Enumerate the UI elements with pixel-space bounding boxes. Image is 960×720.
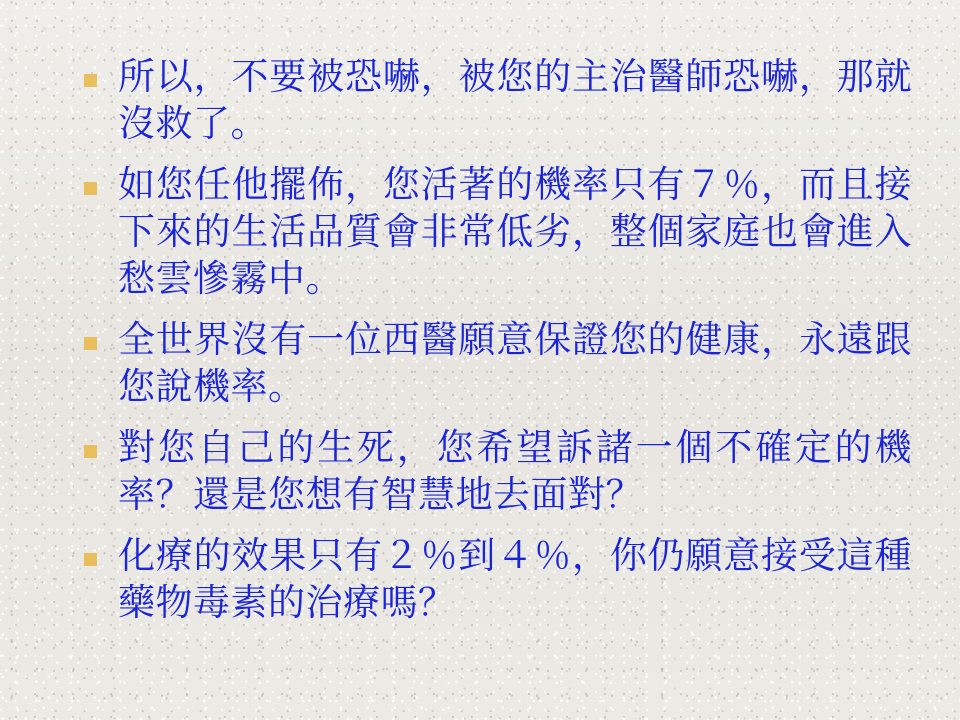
bullet-list <box>84 54 912 641</box>
bullet-square-icon <box>84 445 97 458</box>
list-item <box>84 162 912 303</box>
bullet-text: 所以，不要被恐嚇，被您的主治醫師恐嚇，那就沒救了。 <box>118 55 912 145</box>
bullet-square-icon <box>84 182 97 195</box>
list-item <box>84 317 912 411</box>
bullet-text: 全世界沒有一位西醫願意保證您的健康，永遠跟您說機率。 <box>118 317 912 408</box>
bullet-text: 如您任他擺佈，您活著的機率只有７％，而且接下來的生活品質會非常低劣，整個家庭也會進入愁雲慘霧中。 <box>118 162 912 300</box>
bullet-square-icon <box>84 337 97 350</box>
bullet-text: 化療的效果只有２％到４％，你仍願意接受這種藥物毒素的治療嗎？ <box>118 533 912 624</box>
list-item <box>84 425 912 519</box>
bullet-square-icon <box>84 553 97 566</box>
list-item <box>84 533 912 627</box>
bullet-square-icon <box>84 74 97 87</box>
list-item <box>84 54 912 148</box>
bullet-text: 對您自己的生死，您希望訴諸一個不確定的機率？還是您想有智慧地去面對？ <box>118 425 912 516</box>
